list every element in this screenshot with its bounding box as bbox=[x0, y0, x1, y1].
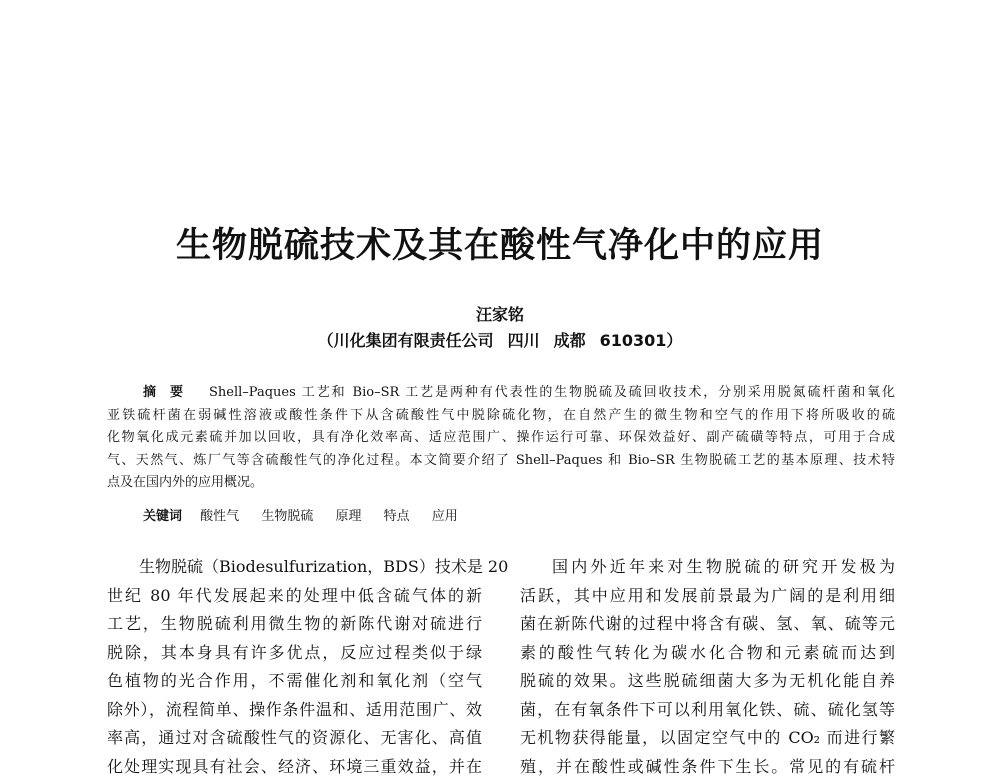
keyword-item: 酸性气 bbox=[200, 509, 239, 524]
body-line: 世纪 80 年代发展起来的处理中低含硫气体的新 bbox=[107, 582, 482, 611]
abstract-label: 摘要 bbox=[143, 382, 197, 405]
body-column-left bbox=[107, 553, 482, 781]
body-line: 色植物的光合作用，不需催化剂和氧化剂（空气 bbox=[107, 667, 482, 696]
abstract bbox=[107, 382, 895, 495]
keyword-item: 应用 bbox=[432, 509, 458, 524]
abstract-line: 化物氧化成元素硫并加以回收，具有净化效率高、适应范围广、操作运行可靠、环保效益好、副产硫磺等特点，可用于合成 bbox=[107, 427, 895, 450]
abstract-line bbox=[107, 382, 895, 405]
body-line: 脱除，其本身具有许多优点，反应过程类似于绿 bbox=[107, 639, 482, 668]
affiliation bbox=[0, 330, 1000, 352]
affiliation-postcode: 610301 bbox=[600, 330, 667, 352]
affiliation-city: 成都 bbox=[554, 330, 586, 352]
body-line: 化处理实现具有社会、经济、环境三重效益，并在 bbox=[107, 753, 482, 781]
body-line: 生物脱硫（Biodesulfurization，BDS）技术是 20 bbox=[107, 553, 482, 582]
abstract-line: 点及在国内外的应用概况。 bbox=[107, 472, 895, 495]
body-line: 无机物获得能量，以固定空气中的 CO₂ 而进行繁 bbox=[520, 724, 895, 753]
keyword-item: 特点 bbox=[384, 509, 410, 524]
abstract-line: 气、天然气、炼厂气等含硫酸性气的净化过程。本文简要介绍了 Shell–Paques 和 Bio–SR 生物脱硫工艺的基本原理、技术特 bbox=[107, 450, 895, 473]
keywords-label: 关键词 bbox=[143, 509, 182, 524]
author-name: 汪家铭 bbox=[0, 304, 1000, 326]
affiliation-org: 川化集团有限责任公司 bbox=[334, 330, 494, 352]
abstract-line-text: Shell–Paques 工艺和 Bio–SR 工艺是两种有代表性的生物脱硫及硫回收技术，分别采用脱氮硫杆菌和氧化 bbox=[209, 385, 895, 400]
abstract-line: 亚铁硫杆菌在弱碱性溶液或酸性条件下从含硫酸性气中脱除硫化物，在自然产生的微生物和空气的作用下将所吸收的硫 bbox=[107, 405, 895, 428]
keyword-item: 生物脱硫 bbox=[261, 509, 313, 524]
body-line: 除外），流程简单、操作条件温和、适用范围广、效 bbox=[107, 696, 482, 725]
affiliation-close-paren: ） bbox=[666, 330, 682, 352]
paper-title: 生物脱硫技术及其在酸性气净化中的应用 bbox=[170, 224, 830, 268]
body-line: 率高，通过对含硫酸性气的资源化、无害化、高值 bbox=[107, 724, 482, 753]
body-line: 菌在新陈代谢的过程中将含有碳、氢、氧、硫等元 bbox=[520, 610, 895, 639]
body-line: 殖，并在酸性或碱性条件下生长。常见的有硫杆 bbox=[520, 753, 895, 781]
body-line: 活跃，其中应用和发展前景最为广阔的是利用细 bbox=[520, 582, 895, 611]
body-column-right bbox=[520, 553, 895, 781]
body-line: 脱硫的效果。这些脱硫细菌大多为无机化能自养 bbox=[520, 667, 895, 696]
body-line: 菌，在有氧条件下可以利用氧化铁、硫、硫化氢等 bbox=[520, 696, 895, 725]
body-line: 工艺，生物脱硫利用微生物的新陈代谢对硫进行 bbox=[107, 610, 482, 639]
affiliation-province: 四川 bbox=[508, 330, 540, 352]
keywords bbox=[143, 507, 476, 527]
affiliation-open-paren: （ bbox=[318, 330, 334, 352]
keyword-item: 原理 bbox=[335, 509, 361, 524]
body-line: 国内外近年来对生物脱硫的研究开发极为 bbox=[520, 553, 895, 582]
body-line: 素的酸性气转化为碳水化合物和元素硫而达到 bbox=[520, 639, 895, 668]
